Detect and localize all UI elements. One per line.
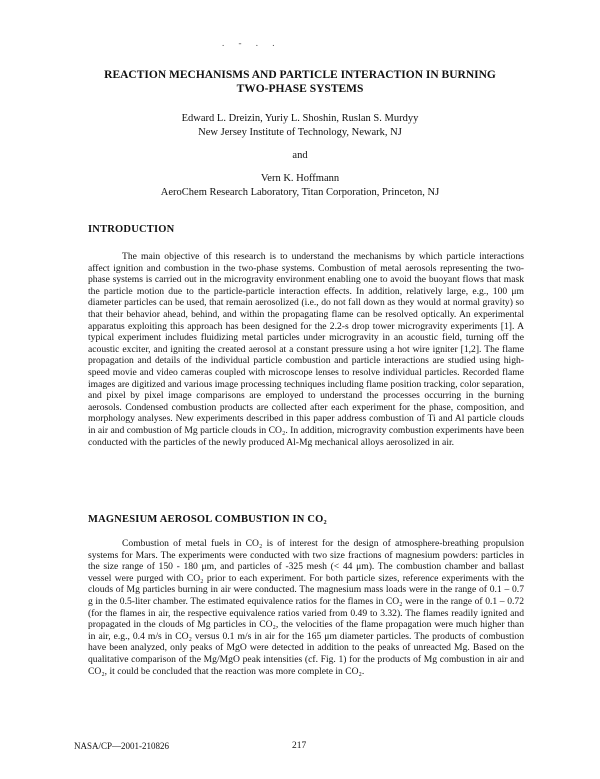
authors-1: Edward L. Dreizin, Yuriy L. Shoshin, Ruslan S. Murdyy xyxy=(181,113,419,124)
title-line-2: TWO-PHASE SYSTEMS xyxy=(236,83,364,95)
authors-2: Vern K. Hoffmann xyxy=(260,173,340,184)
section-paragraph-magnesium: Combustion of metal fuels in CO₂ is of interest for the design of atmosphere-breathing propulsion systems for Mars. The experiments were conducted with two size fractions of magnesium powders: particles in the size range of 150 - 180 μm, and particles of -325 mesh (< 44 μm). The combustion chamber and ballast vessel were purged with CO₂ prior to each experiment. For both particle sizes, reference experiments with the clouds of Mg particles burning in air were conducted. The magnesium mass loads were in the range of 0.1 – 0.7 g in the 0.5-liter chamber. The estimated equivalence ratios for the flames in CO₂ were in the range of 0.1 – 0.72 (for the flames in air, the respective equivalence ratios varied from 0.49 to 3.32). The flames readily ignited and propagated in the clouds of Mg particles in CO₂, the velocities of the flame propagation were much higher than in air, e.g., 0.4 m/s in CO₂ versus 0.1 m/s in air for the 165 μm diameter particles. The products of combustion have been analyzed, only peaks of MgO were detected in addition to the peaks of unreacted Mg. Based on the qualitative comparison of the Mg/MgO peak intensities (cf. Fig. 1) for the products of Mg combustion in air and CO₂, it could be concluded that the reaction was more complete in CO₂. xyxy=(88,538,524,677)
paper-title xyxy=(60,68,540,96)
section-heading-introduction: INTRODUCTION xyxy=(88,224,175,235)
footer-publication: NASA/CP—2001-210826 xyxy=(74,741,170,751)
affiliation-1: New Jersey Institute of Technology, Newark, NJ xyxy=(198,127,402,138)
author-block-2 xyxy=(60,172,540,200)
author-block-1 xyxy=(60,112,540,140)
section-paragraph-introduction: The main objective of this research is to understand the mechanisms by which particle interactions affect ignition and combustion in the two-phase systems. Combustion of metal aerosols representing the two-phase systems is carried out in the microgravity environment enabling one to avoid the buoyant flows that mask the particle motion due to the particle-particle interaction effects. In addition, relatively large, e.g., 100 μm diameter particles can be used, that remain aerosolized (i.e., do not fall down as they would at normal gravity) so that their behavior ahead, behind, and within the propagating flame can be resolved optically. An experimental apparatus exploiting this approach has been designed for the 2.2-s drop tower microgravity experiments [1]. A typical experiment includes fluidizing metal particles under microgravity in an acoustic field, turning off the acoustic exciter, and igniting the created aerosol at a constant pressure using a hot wire igniter [1,2]. The flame propagation and details of the individual particle combustion and particle interactions are studied using high-speed movie and video cameras coupled with microscope lenses to resolve individual particles. Recorded flame images are digitized and various image processing techniques including flame position tracking, color separation, and pixel by pixel image comparisons are employed to understand the processes occurring in the burning aerosols. Condensed combustion products are collected after each experiment for the phase, composition, and morphology analyses. New experiments described in this paper address combustion of Ti and Al particle clouds in air and combustion of Mg particle clouds in CO₂. In addition, microgravity combustion experiments have been conducted with the particles of the newly produced Al-Mg mechanical alloys aerosolized in air. xyxy=(88,251,524,448)
title-line-1: REACTION MECHANISMS AND PARTICLE INTERACTION IN BURNING xyxy=(104,69,496,81)
affiliation-2: AeroChem Research Laboratory, Titan Corporation, Princeton, NJ xyxy=(160,187,440,198)
page-number: 217 xyxy=(292,741,307,751)
scan-mark: . - . . xyxy=(222,38,281,48)
section-heading-magnesium: MAGNESIUM AEROSOL COMBUSTION IN CO₂ xyxy=(88,514,327,525)
author-conjunction: and xyxy=(292,150,308,161)
